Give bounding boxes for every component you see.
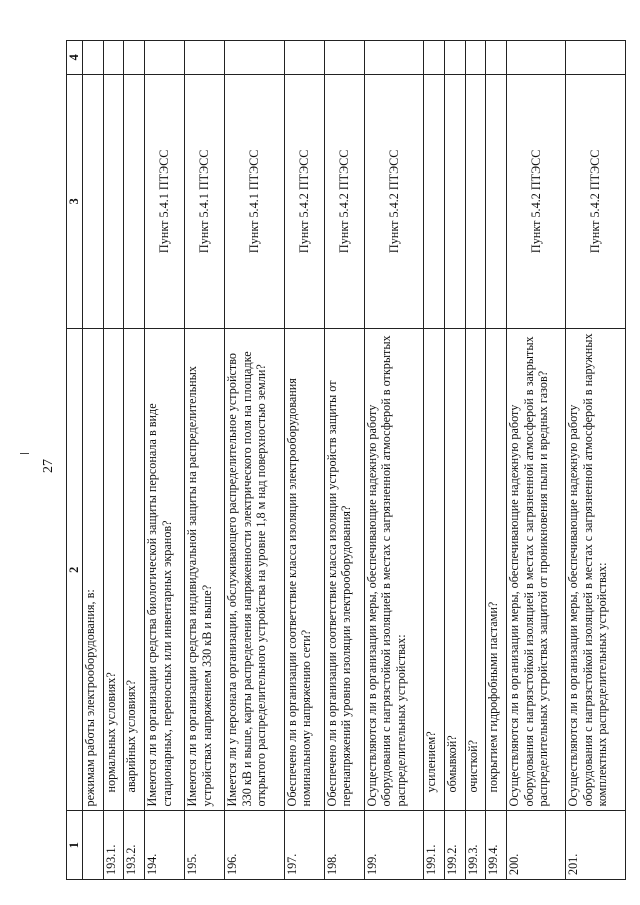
page-mark bbox=[20, 453, 29, 454]
row-note bbox=[507, 41, 566, 75]
row-number: 199. bbox=[364, 811, 423, 880]
table-row bbox=[185, 41, 225, 880]
row-number: 196. bbox=[225, 811, 284, 880]
row-note bbox=[145, 41, 185, 75]
row-reference: Пункт 5.4.1 ПТЭСС bbox=[145, 74, 185, 328]
row-number: 199.3. bbox=[465, 811, 486, 880]
row-question: Осуществляются ли в организации меры, обеспечивающие надежную работу оборудования с нагрязстойкой изоляцией в местах с загрязненной атмосферой в открытых распределительных устройствах: bbox=[364, 329, 423, 811]
row-reference bbox=[444, 74, 465, 328]
row-reference bbox=[103, 74, 124, 328]
row-note bbox=[124, 41, 145, 75]
row-note bbox=[103, 41, 124, 75]
row-question: усилением? bbox=[424, 329, 445, 811]
table-row bbox=[566, 41, 626, 880]
row-question: обмывкой? bbox=[444, 329, 465, 811]
row-number: 199.4. bbox=[486, 811, 507, 880]
row-question: очисткой? bbox=[465, 329, 486, 811]
row-number: 194. bbox=[145, 811, 185, 880]
row-question: режимам работы электрооборудования, в: bbox=[83, 329, 104, 811]
table-row bbox=[225, 41, 284, 880]
row-number: 201. bbox=[566, 811, 626, 880]
table-row bbox=[364, 41, 423, 880]
row-note bbox=[364, 41, 423, 75]
row-number: 200. bbox=[507, 811, 566, 880]
header-col-2: 2 bbox=[67, 329, 83, 811]
row-number: 199.1. bbox=[424, 811, 445, 880]
row-reference bbox=[83, 74, 104, 328]
row-reference bbox=[486, 74, 507, 328]
row-question: Имеются ли в организации средства биологической защиты персонала в виде стационарных, переносных или инвентарных экранов? bbox=[145, 329, 185, 811]
table-row bbox=[324, 41, 364, 880]
row-number: 197. bbox=[284, 811, 324, 880]
table-row bbox=[444, 41, 465, 880]
row-note bbox=[225, 41, 284, 75]
row-question: Обеспечено ли в организации соответствие класса изоляции устройств защиты от перенапряжений уровню изоляции электрооборудования? bbox=[324, 329, 364, 811]
row-question: Обеспечено ли в организации соответствие класса изоляции электрооборудования номинальному напряжению сети? bbox=[284, 329, 324, 811]
row-note bbox=[444, 41, 465, 75]
row-note bbox=[424, 41, 445, 75]
row-reference: Пункт 5.4.1 ПТЭСС bbox=[185, 74, 225, 328]
inspection-checklist-table bbox=[66, 40, 626, 880]
row-reference: Пункт 5.4.2 ПТЭСС bbox=[324, 74, 364, 328]
row-note bbox=[465, 41, 486, 75]
table-row bbox=[124, 41, 145, 880]
row-question: Осуществляются ли в организации меры, обеспечивающие надежную работу оборудования с нагрязстойкой изоляцией в местах с загрязненной атмосферой в закрытых распределительных устройствах защитой от проникновения пыли и вредных газов? bbox=[507, 329, 566, 811]
row-number: 193.2. bbox=[124, 811, 145, 880]
row-reference: Пункт 5.4.1 ПТЭСС bbox=[225, 74, 284, 328]
row-question: аварийных условиях? bbox=[124, 329, 145, 811]
table-row bbox=[83, 41, 104, 880]
header-col-4: 4 bbox=[67, 41, 83, 75]
table-row bbox=[465, 41, 486, 880]
row-question: покрытием гидрофобными пастами? bbox=[486, 329, 507, 811]
row-note bbox=[324, 41, 364, 75]
table-row bbox=[507, 41, 566, 880]
row-question: Имеется ли у персонала организации, обслуживающего распределительное устройство 330 кВ и выше, карты распределения напряженности электрического поля на площадке открытого распределительного устройства на уровне 1,8 м над поверхностью земли? bbox=[225, 329, 284, 811]
row-note bbox=[83, 41, 104, 75]
table-row bbox=[486, 41, 507, 880]
row-note bbox=[284, 41, 324, 75]
row-number bbox=[83, 811, 104, 880]
header-col-3: 3 bbox=[67, 74, 83, 328]
row-note bbox=[566, 41, 626, 75]
row-reference: Пункт 5.4.2 ПТЭСС bbox=[364, 74, 423, 328]
row-question: нормальных условиях? bbox=[103, 329, 124, 811]
row-reference bbox=[124, 74, 145, 328]
page-number: 27 bbox=[41, 459, 56, 473]
header-col-1: 1 bbox=[67, 811, 83, 880]
header-row bbox=[67, 41, 83, 880]
rotated-table-container bbox=[66, 40, 626, 880]
table-row bbox=[424, 41, 445, 880]
table-row bbox=[284, 41, 324, 880]
row-reference bbox=[424, 74, 445, 328]
row-number: 193.1. bbox=[103, 811, 124, 880]
row-reference: Пункт 5.4.2 ПТЭСС bbox=[284, 74, 324, 328]
row-number: 198. bbox=[324, 811, 364, 880]
row-reference bbox=[465, 74, 486, 328]
row-number: 199.2. bbox=[444, 811, 465, 880]
row-number: 195. bbox=[185, 811, 225, 880]
table-row bbox=[145, 41, 185, 880]
row-question: Осуществляются ли в организации меры, обеспечивающие надежную работу оборудования с нагрязстойкой изоляцией в местах с загрязненной атмосферой в наружных комплектных распределительных устройствах: bbox=[566, 329, 626, 811]
row-note bbox=[185, 41, 225, 75]
row-reference: Пункт 5.4.2 ПТЭСС bbox=[507, 74, 566, 328]
row-question: Имеются ли в организации средства индивидуальной защиты на распределительных устройствах напряжением 330 кВ и выше? bbox=[185, 329, 225, 811]
table-row bbox=[103, 41, 124, 880]
table-body bbox=[67, 41, 626, 880]
row-note bbox=[486, 41, 507, 75]
row-reference: Пункт 5.4.2 ПТЭСС bbox=[566, 74, 626, 328]
